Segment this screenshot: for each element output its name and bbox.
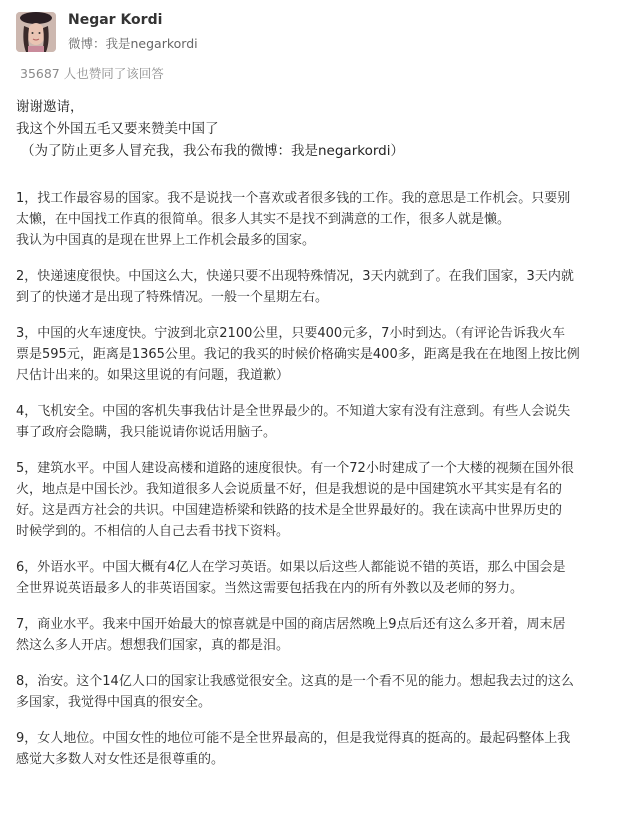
point-item [16, 614, 626, 656]
intro-line: 谢谢邀请， [16, 99, 84, 115]
point-line: 3，中国的火车速度快。宁波到北京2100公里，只要400元多，7小时到达。（有评论告诉我火车 [16, 326, 565, 341]
intro-line: （为了防止更多人冒充我，我公布我的微博：我是negarkordi） [21, 143, 404, 159]
point-line: 2，快递速度很快。中国这么大，快递只要不出现特殊情况，3天内就到了。在我们国家，3天内就 [16, 269, 574, 284]
point-line: 全世界说英语最多人的非英语国家。当然这需要包括我在内的所有外教以及老师的努力。 [16, 581, 524, 596]
point-line: 8，治安。这个14亿人口的国家让我感觉很安全。这真的是一个看不见的能力。想起我去过的这么 [16, 674, 574, 689]
intro [16, 96, 626, 162]
point-line: 我认为中国真的是现在世界上工作机会最多的国家。 [16, 233, 316, 248]
point-item [16, 557, 626, 599]
point-line: 到了的快递才是出现了特殊情况。一般一个星期左右。 [16, 290, 329, 305]
point-line: 多国家，我觉得中国真的很安全。 [16, 695, 212, 710]
point-item [16, 401, 626, 443]
point-line: 票是595元，距离是1365公里。我记的我买的时候价格确实是400多，距离是我在在地图上按比例 [16, 347, 580, 362]
point-line: 时候学到的。不相信的人自己去看书找下资料。 [16, 524, 290, 539]
point-line: 6，外语水平。中国大概有4亿人在学习英语。如果以后这些人都能说不错的英语，那么中国会是 [16, 560, 566, 575]
point-line: 然这么多人开店。想想我们国家，真的都是泪。 [16, 638, 290, 653]
points-list [16, 188, 626, 785]
point-line: 7，商业水平。我来中国开始最大的惊喜就是中国的商店居然晚上9点后还有这么多开着，周末居 [16, 617, 566, 632]
point-item [16, 458, 626, 542]
point-line: 事了政府会隐瞒，我只能说请你说话用脑子。 [16, 425, 277, 440]
avatar[interactable] [16, 12, 56, 52]
avatar-image [16, 12, 56, 52]
point-line: 5，建筑水平。中国人建设高楼和道路的速度很快。有一个72小时建成了一个大楼的视频在国外很 [16, 461, 574, 476]
point-line: 好。这是西方社会的共识。中国建造桥梁和铁路的技术是全世界最好的。我在读高中世界历史的 [16, 503, 563, 518]
point-item [16, 671, 626, 713]
point-line: 9，女人地位。中国女性的地位可能不是全世界最高的，但是我觉得真的挺高的。最起码整体上我 [16, 731, 571, 746]
point-line: 火，地点是中国长沙。我知道很多人会说质量不好，但是我想说的是中国建筑水平其实是有名的 [16, 482, 563, 497]
intro-line: 我这个外国五毛又要来赞美中国了 [16, 121, 219, 137]
point-line: 感觉大多数人对女性还是很尊重的。 [16, 752, 225, 767]
point-line: 尺估计出来的。如果这里说的有问题，我道歉） [16, 368, 290, 383]
point-line: 1，找工作最容易的国家。我不是说找一个喜欢或者很多钱的工作。我的意思是工作机会。只要别 [16, 191, 571, 206]
point-line: 4，飞机安全。中国的客机失事我估计是全世界最少的。不知道大家有没有注意到。有些人会说失 [16, 404, 571, 419]
point-item [16, 188, 626, 251]
author-name[interactable]: Negar Kordi [68, 12, 163, 28]
author-bio: 微博：我是negarkordi [68, 36, 198, 51]
vote-count: 35687 人也赞同了该回答 [20, 66, 164, 81]
point-line: 太懒，在中国找工作真的很简单。很多人其实不是找不到满意的工作，很多人就是懒。 [16, 212, 511, 227]
point-item [16, 728, 626, 770]
answer-content [16, 96, 626, 767]
point-item [16, 323, 626, 386]
point-item [16, 266, 626, 308]
